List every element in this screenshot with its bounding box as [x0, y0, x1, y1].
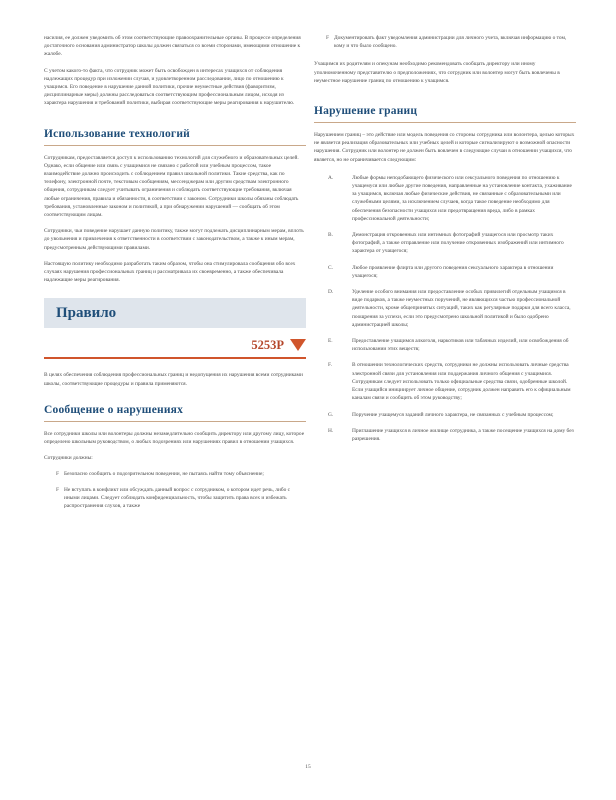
section-reporting [44, 404, 306, 510]
paragraph: С учетом какого-то факта, что сотрудник может быть освобожден в интересах учащихся от соблюдения надлежащих процедур при изложении случая, и удовлетворенном расследовании, лицо по отношению к учащимся. Его поведение в нарушение данной политики, прочие неуместные действия (фаворитизм, дисциплинарные меры) должны расследоваться соответствующим профессиональным лицом, исходя из характера нарушения и требований политики, выбирая соответствующие меры реагирования к нарушителю. [44, 67, 295, 107]
paragraph: Нарушением границ – это действие или модель поведения со стороны сотрудника или волонтера, целью которых не является реализация образовательных или учебных целей и которые сигнализируют о возможной опасности нарушения. Сотрудник или волонтер не должен быть вовлечен в следующие случаи в отношении учащихся, что является, но не ограничивается следующим: [314, 132, 575, 163]
section-boundary-violations [314, 105, 576, 443]
policy-divider [44, 357, 306, 359]
list-item-text: Любое проявление флирта или другого поведения сексуального характера в отношении учащегося; [352, 264, 554, 279]
list-item-text: Документировать факт уведомления администрации для личного учета, включая информацию о том, кому и что было сообщено. [334, 35, 567, 50]
paragraph: Настоящую политику необходимо разработать таким образом, чтобы она стимулировала сообщения обо всех случаях нарушения профессиональных границ и рассматривала их своевременно, а также обеспечивала надлежащие меры реагирования. [44, 260, 296, 284]
bullet-marker: F [326, 35, 329, 41]
list-item [314, 337, 576, 353]
paragraph: Сотрудники должны: [44, 455, 93, 462]
list-item [44, 470, 306, 478]
section-divider [314, 122, 576, 123]
paragraph: Учащимся их родителям и опекунам необходимо рекомендовать сообщать директору или иному уполномоченному представителю о предположениях, что сотрудник или волонтер могут быть вовлечены в неуместное нарушение границ по отношению к учащимся. [314, 61, 560, 84]
list-item-text: Поручение учащемуся заданий личного характера, не связанных с учебным процессом; [352, 411, 554, 418]
policy-number: 5253P [251, 337, 284, 352]
policy-number-row [44, 336, 306, 354]
list-item-text: Приглашение учащихся в личное жилище сотрудника, а также посещение учащихся на дому без разрешения. [352, 427, 574, 442]
list-item [314, 34, 576, 50]
list-item-text: Уделение особого внимания или предоставление особых привилегий отдельным учащимся в виде подарков, а также неуместных поручений, не являющихся частью профессиональной деятельности, кроме общепринятых ситуаций, таких как регулярные подарки для всего класса, поощрения за успехи, если это предусмотрено школьной политикой и было одобрено администрацией школы; [352, 289, 571, 328]
list-item-text: В отношении технологических средств, сотрудники не должны использовать личные средства электронной связи для установления или поддержания личного общения с учащимися. Сотрудникам следует использовать только официальные средства связи, одобренные школой. Если учащийся инициирует личное общение, сотрудник должен направить его к официальным каналам связи и сообщить об этом руководству; [352, 362, 571, 402]
right-column [314, 34, 576, 451]
list-item [314, 288, 576, 329]
lettered-list [314, 174, 576, 443]
section-heading: Использование технологий [44, 127, 190, 140]
list-letter: E. [328, 338, 333, 345]
section-heading: Нарушение границ [314, 105, 418, 118]
list-item [314, 174, 576, 223]
section-technology [44, 128, 306, 285]
triangle-down-icon [290, 339, 306, 351]
list-item [44, 486, 306, 511]
list-letter: F. [328, 362, 332, 369]
list-letter: A. [328, 174, 334, 181]
list-item [314, 361, 576, 402]
left-column [44, 34, 306, 517]
list-item-text: Демонстрация откровенных или интимных фотографий учащегося или просмотр таких фотографий, а также отправление или получение откровенных изображений или интимного характера от учащегося; [352, 232, 564, 255]
list-letter: D. [328, 289, 334, 296]
list-letter: C. [328, 264, 333, 271]
list-item-text: Безопасно сообщить о подозрительном поведении, не пытаясь найти тому объяснение; [64, 471, 264, 478]
list-item [314, 231, 576, 256]
list-item [314, 411, 576, 419]
policy-title: Правило [56, 304, 117, 321]
section-heading: Сообщение о нарушениях [44, 403, 184, 416]
policy-header [44, 298, 306, 359]
page-number: 15 [305, 764, 311, 770]
paragraph: В целях обеспечения соблюдения профессиональных границ и недопущения их нарушения всеми сотрудниками школы, соответствующие процедуры и правила применяются. [44, 372, 303, 387]
list-letter: G. [328, 411, 334, 418]
list-item [314, 427, 576, 443]
paragraph: Сотрудники, чьи поведение нарушает данную политику, также могут подлежать дисциплинарным мерам, вплоть до увольнения и привлечения к ответственности в соответствии с законодательством, а также к иным мерам, предусмотренным действующими правилами. [44, 228, 304, 251]
list-item-text: Любые формы неподобающего физического или сексуального поведения по отношению к учащемуся или любые другие поведения, направленные на установление контакта, ухаживание за учащимся, включая любые физические действия, не связанные с образовательными или служебными целями, за исключением случаев, когда такое поведение необходимо для обеспечения безопасности учащихся или предотвращения вреда, либо в рамках профессиональной деятельности; [352, 174, 572, 222]
list-item [314, 264, 576, 280]
bullet-list [44, 470, 306, 510]
paragraph: Все сотрудники школы или волонтеры должны незамедлительно сообщить директору или другому лицу, которое определено школьным руководством, о любых подозрениях или нарушениях правил в отношении учащихся. [44, 430, 305, 446]
bullet-list [314, 34, 576, 50]
bullet-marker: F [56, 486, 59, 493]
list-letter: H. [328, 427, 334, 434]
bullet-marker: F [56, 471, 59, 478]
paragraph: насилия, ее должен уведомить об этом соответствующие правоохранительные органы. В процессе определения достаточного основания администратор школы должен связаться со всеми сторонами, имеющими отношение к жалобе. [44, 35, 301, 58]
list-item-text: Не вступать в конфликт или обсуждать данный вопрос с сотрудником, о котором идет речь, либо с иными лицами. Следует соблюдать конфиденциальность, чтобы защитить права всех и избежать распространения слухов, а также [64, 486, 291, 510]
list-letter: B. [328, 232, 333, 239]
section-divider [44, 145, 306, 146]
section-divider [44, 421, 306, 422]
paragraph: Сотрудникам, предоставляется доступ к использованию технологий для служебного и образовательных целей. Однако, если общение или связь с учащимися не связано с работой или учебным процессом, такое взаимодействие должно происходить с соблюдением правил школьной политики. Такие средства, как по телефону, электронной почте, текстовым сообщениям, мессенджерам или другим средствам электронного общения, сотрудникам следует учитывать ограничения и соблюдать соответствующие требования, включая любые ограничения, правила и обязанности, в соответствии с законом. Сотрудники школы обязаны соблюдать требования, установленные законом и политикой, а при обнаружении нарушений — сообщать об этом соответствующим лицам. [44, 154, 299, 219]
list-item-text: Предоставление учащимся алкоголя, наркотиков или табачных изделий, или освобождения об использовании этих веществ; [352, 338, 569, 353]
policy-band [44, 298, 306, 328]
